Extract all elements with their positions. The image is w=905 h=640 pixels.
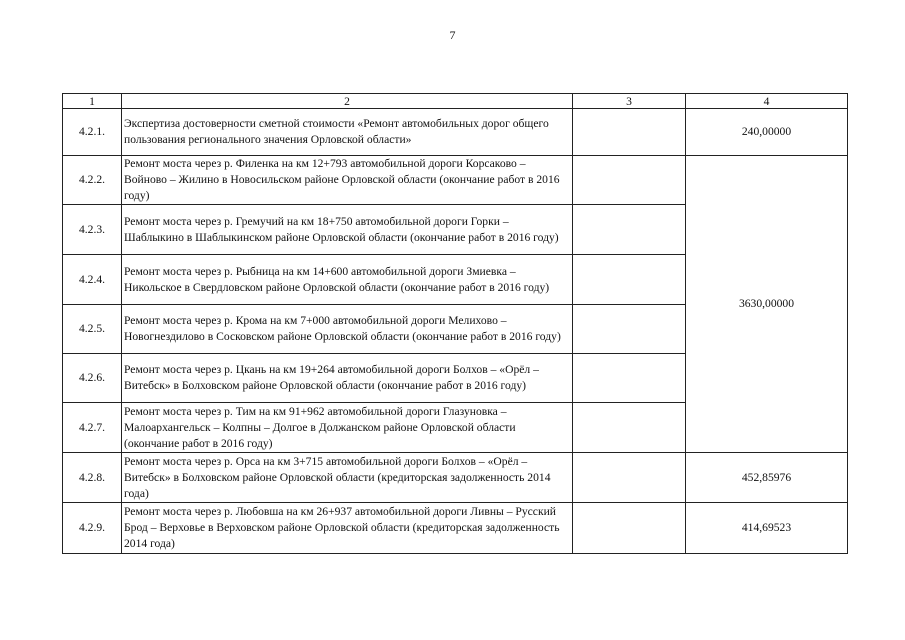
header-col-1: 1 — [63, 94, 122, 109]
row-col3 — [573, 403, 686, 453]
row-description: Ремонт моста через р. Гремучий на км 18+750 автомобильной дороги Горки – Шаблыкино в Шаблыкинском районе Орловской области (окончание работ в 2016 году) — [122, 205, 573, 255]
header-row — [63, 94, 848, 109]
row-col3 — [573, 453, 686, 503]
row-description: Экспертиза достоверности сметной стоимости «Ремонт автомобильных дорог общего пользования регионального значения Орловской области» — [122, 109, 573, 156]
row-col3 — [573, 156, 686, 205]
row-description: Ремонт моста через р. Крома на км 7+000 автомобильной дороги Мелихово – Новогнездилово в Сосковском районе Орловской области (окончание работ в 2016 году) — [122, 305, 573, 354]
row-number: 4.2.8. — [63, 453, 122, 503]
row-col3 — [573, 503, 686, 554]
row-col3 — [573, 255, 686, 305]
row-col3 — [573, 305, 686, 354]
page-number: 7 — [449, 28, 456, 42]
row-description: Ремонт моста через р. Рыбница на км 14+600 автомобильной дороги Змиевка – Никольское в Свердловском районе Орловской области (окончание работ в 2016 году) — [122, 255, 573, 305]
row-number: 4.2.6. — [63, 354, 122, 403]
row-number: 4.2.3. — [63, 205, 122, 255]
row-description: Ремонт моста через р. Тим на км 91+962 автомобильной дороги Глазуновка – Малоархангельск – Колпны – Долгое в Должанском районе Орловской области (окончание работ в 2016 году) — [122, 403, 573, 453]
row-number: 4.2.9. — [63, 503, 122, 554]
row-amount: 240,00000 — [686, 109, 848, 156]
row-number: 4.2.2. — [63, 156, 122, 205]
row-description: Ремонт моста через р. Орса на км 3+715 автомобильной дороги Болхов – «Орёл – Витебск» в Болховском районе Орловской области (кредиторская задолженность 2014 года) — [122, 453, 573, 503]
merged-amount: 3630,00000 — [686, 156, 848, 453]
row-number: 4.2.1. — [63, 109, 122, 156]
row-number: 4.2.4. — [63, 255, 122, 305]
header-col-2: 2 — [122, 94, 573, 109]
row-col3 — [573, 109, 686, 156]
row-description: Ремонт моста через р. Любовша на км 26+937 автомобильной дороги Ливны – Русский Брод – Верховье в Верховском районе Орловской области (кредиторская задолженность 2014 года) — [122, 503, 573, 554]
row-col3 — [573, 205, 686, 255]
row-amount: 414,69523 — [686, 503, 848, 554]
table-row — [63, 109, 848, 156]
table-row — [63, 156, 848, 205]
budget-table — [62, 93, 848, 554]
table-row — [63, 503, 848, 554]
row-col3 — [573, 354, 686, 403]
row-number: 4.2.5. — [63, 305, 122, 354]
table-row — [63, 453, 848, 503]
header-col-3: 3 — [573, 94, 686, 109]
header-col-4: 4 — [686, 94, 848, 109]
row-description: Ремонт моста через р. Филенка на км 12+793 автомобильной дороги Корсаково – Войново – Жилино в Новосильском районе Орловской области (окончание работ в 2016 году) — [122, 156, 573, 205]
row-amount: 452,85976 — [686, 453, 848, 503]
row-number: 4.2.7. — [63, 403, 122, 453]
row-description: Ремонт моста через р. Цкань на км 19+264 автомобильной дороги Болхов – «Орёл – Витебск» в Болховском районе Орловской области (окончание работ в 2016 году) — [122, 354, 573, 403]
